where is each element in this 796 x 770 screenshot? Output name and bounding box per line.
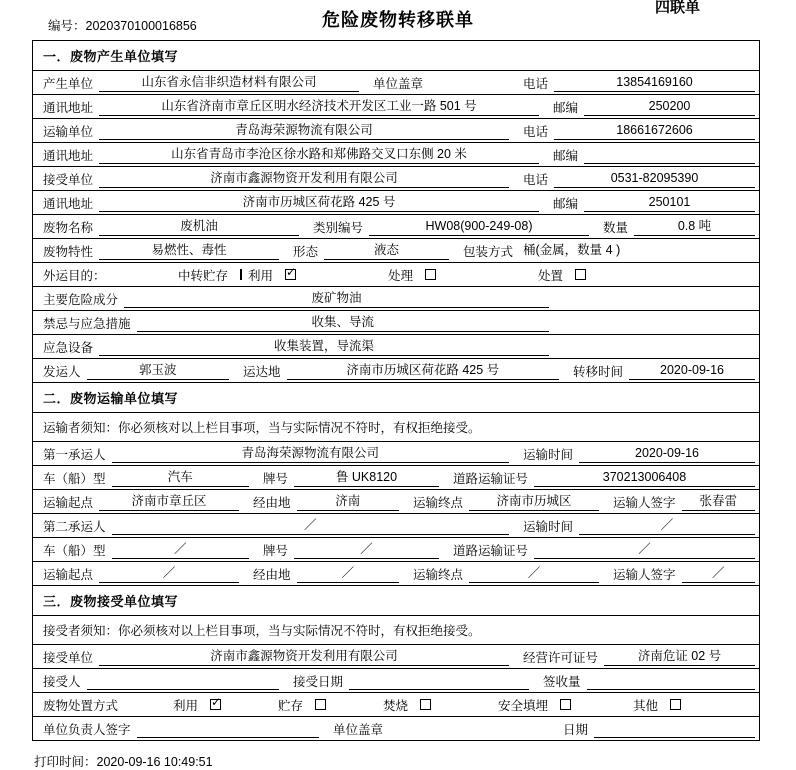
purpose-option-4-label: 处置 [538, 268, 564, 283]
first-plate-value[interactable]: 鲁 UK8120 [294, 469, 439, 487]
row-receiver-unit [33, 167, 759, 191]
transport-address-label: 通讯地址 [43, 148, 94, 163]
row-second-carrier [33, 514, 759, 538]
row-disposal-method [33, 693, 759, 717]
second-via-label: 经由地 [253, 567, 291, 582]
row-waste-property [33, 239, 759, 263]
second-plate-label: 牌号 [263, 543, 289, 558]
second-end-label: 运输终点 [413, 567, 464, 582]
section-2-notice: 运输者须知：你必须核对以上栏目事项，当与实际情况不符时，有权拒绝接受。 [33, 413, 759, 442]
disposal-option-4-label: 安全填埋 [498, 698, 549, 713]
sender-label: 发运人 [43, 364, 81, 379]
receiver-zip-label: 邮编 [553, 196, 579, 211]
sender-value[interactable]: 郭玉波 [87, 362, 229, 380]
transport-unit-label: 运输单位 [43, 124, 94, 139]
print-time-value: 2020-09-16 10:49:51 [96, 755, 213, 769]
first-signature-label: 运输人签字 [613, 495, 676, 510]
row-taboo-measures [33, 311, 759, 335]
row-first-route [33, 490, 759, 514]
transfer-date-label: 转移时间 [573, 364, 624, 379]
disposal-option-3-label: 焚烧 [383, 698, 409, 713]
row-purpose [33, 263, 759, 287]
quantity-label: 数量 [603, 220, 629, 235]
first-carrier-value[interactable]: 青岛海荣源物流有限公司 [112, 445, 509, 463]
doc-number-value: 2020370100016856 [85, 19, 197, 33]
second-via-value[interactable]: ／ [297, 565, 399, 583]
address-value[interactable]: 山东省济南市章丘区明水经济技术开发区工业一路 501 号 [99, 98, 539, 116]
transport-zip-label: 邮编 [553, 148, 579, 163]
row-receiver-person [33, 669, 759, 693]
charge-signature-label: 单位负责人签字 [43, 722, 131, 737]
first-transport-time-value[interactable]: 2020-09-16 [579, 445, 755, 463]
first-plate-label: 牌号 [263, 471, 289, 486]
signed-quantity-label: 签收量 [543, 674, 581, 689]
signed-quantity-value[interactable] [587, 672, 755, 690]
waste-name-value[interactable]: 废机油 [99, 218, 299, 236]
second-license-label: 道路运输证号 [453, 543, 529, 558]
first-vehicle-type-value[interactable]: 汽车 [112, 469, 249, 487]
zip-value[interactable]: 250200 [584, 98, 755, 116]
permit-value[interactable]: 济南危证 02 号 [604, 648, 755, 666]
zip-label: 邮编 [553, 100, 579, 115]
second-vehicle-type-label: 车（船）型 [43, 543, 106, 558]
receiver-zip-value[interactable]: 250101 [584, 194, 755, 212]
page-title: 危险废物转移联单 [322, 10, 474, 30]
seal-label: 单位盖章 [373, 76, 424, 91]
equipment-label: 应急设备 [43, 340, 94, 355]
row-second-route [33, 562, 759, 586]
second-signature-label: 运输人签字 [613, 567, 676, 582]
purpose-option-3-label: 处理 [388, 268, 414, 283]
first-via-value[interactable]: 济南 [297, 493, 399, 511]
first-vehicle-type-label: 车（船）型 [43, 471, 106, 486]
receiver-phone-value[interactable]: 0531-82095390 [554, 170, 755, 188]
unit-seal-value[interactable] [389, 720, 549, 737]
purpose-option-3-checkbox[interactable] [425, 269, 436, 280]
row-first-vehicle [33, 466, 759, 490]
transport-phone-label: 电话 [523, 124, 549, 139]
hazard-label: 主要危险成分 [43, 292, 119, 307]
purpose-label: 外运目的： [43, 268, 106, 283]
first-signature-value[interactable]: 张春雷 [682, 493, 755, 511]
row-sender [33, 359, 759, 383]
first-via-label: 经由地 [253, 495, 291, 510]
taboo-value[interactable]: 收集、导流 [137, 314, 549, 332]
receiver-unit-label: 接受单位 [43, 172, 94, 187]
receiver-address-value[interactable]: 济南市历城区荷花路 425 号 [99, 194, 539, 212]
disposal-option-2-label: 贮存 [278, 698, 304, 713]
transport-phone-value[interactable]: 18661672606 [554, 122, 755, 140]
section-2-title: 二．废物运输单位填写 [33, 383, 759, 413]
row-emergency-equipment [33, 335, 759, 359]
print-time [34, 752, 213, 770]
permit-label: 经营许可证号 [523, 650, 599, 665]
row-receiving-unit [33, 645, 759, 669]
disposal-option-1-checkbox[interactable] [210, 699, 221, 710]
second-vehicle-type-value[interactable]: ／ [112, 541, 249, 559]
transfer-form [32, 40, 760, 741]
second-plate-value[interactable]: ／ [294, 541, 439, 559]
purpose-option-4-checkbox[interactable] [575, 269, 586, 280]
row-transport-unit [33, 119, 759, 143]
row-second-vehicle [33, 538, 759, 562]
category-label: 类别编号 [313, 220, 364, 235]
print-time-label: 打印时间： [34, 755, 97, 769]
second-signature-value[interactable]: ／ [682, 565, 755, 583]
disposal-option-2-checkbox[interactable] [315, 699, 326, 710]
disposal-option-5-label: 其他 [633, 698, 659, 713]
first-license-label: 道路运输证号 [453, 471, 529, 486]
first-end-value[interactable]: 济南市历城区 [469, 493, 599, 511]
transport-unit-value[interactable]: 青岛海荣源物流有限公司 [99, 122, 509, 140]
final-date-label: 日期 [563, 722, 589, 737]
purpose-option-2-checkbox[interactable] [285, 269, 296, 280]
second-transport-time-label: 运输时间 [523, 519, 574, 534]
second-start-label: 运输起点 [43, 567, 94, 582]
receive-date-label: 接受日期 [293, 674, 344, 689]
second-end-value[interactable]: ／ [469, 565, 599, 583]
receiver-address-label: 通讯地址 [43, 196, 94, 211]
quantity-value[interactable]: 0.8 吨 [634, 218, 755, 236]
first-license-value[interactable]: 370213006408 [534, 469, 755, 487]
row-receiver-address [33, 191, 759, 215]
category-value[interactable]: HW08(900-249-08) [369, 218, 589, 236]
producer-label: 产生单位 [43, 76, 94, 91]
receiving-unit-value[interactable]: 济南市鑫源物资开发利用有限公司 [99, 648, 509, 666]
property-value[interactable]: 易燃性、毒性 [99, 242, 279, 260]
row-producer [33, 71, 759, 95]
receiver-unit-value[interactable]: 济南市鑫源物资开发利用有限公司 [99, 170, 509, 188]
disposal-option-1-label: 利用 [173, 698, 199, 713]
package-value[interactable]: 桶(金属，数量 4 ) [523, 243, 621, 257]
disposal-option-4-checkbox[interactable] [560, 699, 571, 710]
second-start-value[interactable]: ／ [99, 565, 239, 583]
row-transport-address [33, 143, 759, 167]
first-carrier-label: 第一承运人 [43, 447, 106, 462]
section-3-notice: 接受者须知：你必须核对以上栏目事项，当与实际情况不符时，有权拒绝接受。 [33, 616, 759, 645]
transfer-date-value[interactable]: 2020-09-16 [629, 362, 755, 380]
disposal-option-3-checkbox[interactable] [420, 699, 431, 710]
first-start-label: 运输起点 [43, 495, 94, 510]
first-start-value[interactable]: 济南市章丘区 [99, 493, 239, 511]
disposal-label: 废物处置方式 [43, 698, 119, 713]
receiver-person-label: 接受人 [43, 674, 81, 689]
corner-mark: 四联单 [654, 0, 700, 16]
package-label: 包装方式 [463, 244, 514, 259]
second-carrier-value[interactable]: ／ [112, 517, 509, 535]
destination-label: 运达地 [243, 364, 281, 379]
first-end-label: 运输终点 [413, 495, 464, 510]
row-first-carrier [33, 442, 759, 466]
transport-address-value[interactable]: 山东省青岛市李沧区徐水路和郑佛路交叉口东侧 20 米 [99, 146, 539, 164]
final-date-value[interactable] [594, 720, 755, 738]
doc-number-label: 编号： [48, 19, 86, 33]
section-3-title: 三．废物接受单位填写 [33, 586, 759, 616]
second-license-value[interactable]: ／ [534, 541, 755, 559]
hazard-value[interactable]: 废矿物油 [124, 290, 549, 308]
row-charge-signature [33, 717, 759, 740]
row-producer-address [33, 95, 759, 119]
purpose-option-1-label: 中转贮存 [178, 268, 229, 283]
producer-value[interactable]: 山东省永信非织造材料有限公司 [99, 74, 359, 92]
receiver-phone-label: 电话 [523, 172, 549, 187]
row-waste-name [33, 215, 759, 239]
row-hazard-component [33, 287, 759, 311]
charge-signature-value[interactable] [137, 720, 319, 738]
equipment-value[interactable]: 收集装置，导流渠 [99, 338, 549, 356]
receiving-unit-label: 接受单位 [43, 650, 94, 665]
purpose-option-1-checkbox[interactable] [240, 269, 242, 280]
taboo-label: 禁忌与应急措施 [43, 316, 131, 331]
unit-seal-label: 单位盖章 [333, 722, 384, 737]
address-label: 通讯地址 [43, 100, 94, 115]
section-1-title: 一．废物产生单位填写 [33, 41, 759, 71]
second-carrier-label: 第二承运人 [43, 519, 106, 534]
receiver-person-value[interactable] [87, 672, 279, 690]
destination-value[interactable]: 济南市历城区荷花路 425 号 [287, 362, 559, 380]
disposal-option-5-checkbox[interactable] [670, 699, 681, 710]
second-transport-time-value[interactable]: ／ [579, 517, 755, 535]
receive-date-value[interactable] [349, 672, 529, 690]
property-label: 废物特性 [43, 244, 94, 259]
transport-zip-value[interactable] [584, 146, 755, 164]
form-label: 形态 [293, 244, 319, 259]
phone-label: 电话 [523, 76, 549, 91]
purpose-option-2-label: 利用 [248, 268, 274, 283]
form-value[interactable]: 液态 [324, 242, 449, 260]
first-transport-time-label: 运输时间 [523, 447, 574, 462]
phone-value[interactable]: 13854169160 [554, 74, 755, 92]
waste-name-label: 废物名称 [43, 220, 94, 235]
